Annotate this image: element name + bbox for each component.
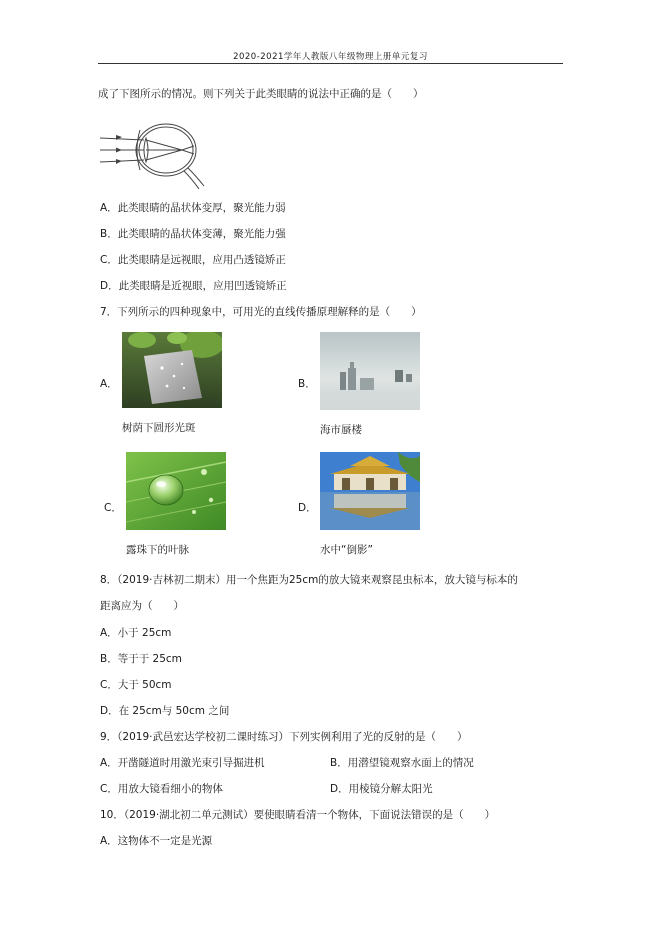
q6-option-d: D．此类眼睛是近视眼，应用凹透镜矫正 xyxy=(100,280,287,292)
q7-c-caption: 露珠下的叶脉 xyxy=(126,544,189,556)
q7-d-image-reflection xyxy=(320,452,420,530)
q6-option-a: A．此类眼睛的晶状体变厚，聚光能力弱 xyxy=(100,202,286,214)
eye-diagram xyxy=(100,116,210,190)
q8-stem-line-1: 8．（2019·吉林初二期末）用一个焦距为25cm的放大镜来观察昆虫标本，放大镜与标本的 xyxy=(100,574,518,586)
q7-c-image-dewdrop-leaf xyxy=(126,452,226,530)
q9-stem: 9．（2019·武邑宏达学校初二课时练习）下列实例利用了光的反射的是（ ） xyxy=(100,731,468,743)
q7-a-caption: 树荫下圆形光斑 xyxy=(122,422,196,434)
q7-a-letter: A． xyxy=(100,378,118,390)
q8-option-c: C．大于 50cm xyxy=(100,679,172,691)
page-header-title: 2020-2021学年人教版八年级物理上册单元复习 xyxy=(233,52,428,62)
q6-option-b: B．此类眼睛的晶状体变薄，聚光能力强 xyxy=(100,228,286,240)
optic-nerve-1 xyxy=(188,168,204,186)
q7-b-image-mirage xyxy=(320,332,420,410)
q7-c-letter: C． xyxy=(104,502,122,514)
q9-option-c: C．用放大镜看细小的物体 xyxy=(100,783,223,795)
optic-nerve-2 xyxy=(184,171,199,189)
light-ray-top xyxy=(100,138,144,140)
q7-d-letter: D． xyxy=(298,502,317,514)
q9-option-b: B．用潜望镜观察水面上的情况 xyxy=(330,757,474,769)
q8-stem-line-2: 距离应为（ ） xyxy=(100,600,184,612)
refracted-ray-top xyxy=(146,140,182,150)
q8-option-a: A．小于 25cm xyxy=(100,627,172,639)
q10-option-a: A．这物体不一定是光源 xyxy=(100,835,213,847)
q7-b-letter: B． xyxy=(298,378,316,390)
q7-d-caption: 水中“倒影” xyxy=(320,544,373,556)
q9-option-d: D．用棱镜分解太阳光 xyxy=(330,783,433,795)
q7-stem: 7．下列所示的四种现象中，可用光的直线传播原理解释的是（ ） xyxy=(100,306,422,318)
q8-option-b: B．等于于 25cm xyxy=(100,653,182,665)
q10-stem: 10．（2019·湖北初二单元测试）要使眼睛看清一个物体，下面说法错误的是（ ） xyxy=(100,809,496,821)
q8-option-d: D．在 25cm与 50cm 之间 xyxy=(100,705,230,717)
q6-option-c: C．此类眼睛是远视眼，应用凸透镜矫正 xyxy=(100,254,286,266)
header-divider xyxy=(98,63,563,64)
q6-stem: 成了下图所示的情况。则下列关于此类眼睛的说法中正确的是（ ） xyxy=(98,88,424,100)
refracted-ray-bottom xyxy=(146,150,182,160)
q9-option-a: A．开凿隧道时用激光束引导掘进机 xyxy=(100,757,265,769)
q7-a-image-shadow-light-spots xyxy=(122,332,222,408)
q7-b-caption: 海市蜃楼 xyxy=(320,424,362,436)
